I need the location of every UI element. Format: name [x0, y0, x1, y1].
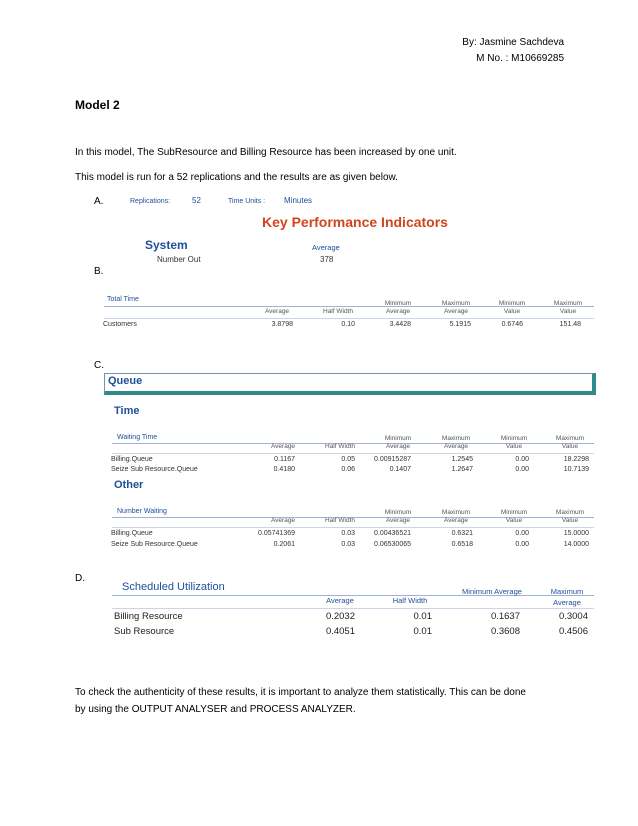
tt-header-half-width: Half Width: [323, 308, 353, 315]
tt-header-average: Average: [264, 308, 290, 315]
replications-value: 52: [192, 196, 201, 205]
tt-row-name: Customers: [103, 321, 137, 328]
table-row-label: Seize Sub Resource.Queue: [111, 466, 198, 473]
paragraph-2: This model is run for a 52 replications and the results are as given below.: [75, 172, 398, 183]
queue-title-box: [104, 373, 596, 395]
table-cell: 1.2545: [451, 456, 473, 463]
marker-c: C.: [94, 360, 104, 371]
average-label: Average: [312, 243, 340, 252]
tt-cell: 3.8798: [271, 321, 293, 328]
queue-title: Queue: [108, 375, 143, 387]
table-cell: 15.0000: [563, 530, 589, 537]
table-cell: 0.05: [341, 456, 355, 463]
tt-row-rule: [104, 318, 594, 319]
tt-cell: 0.10: [341, 321, 355, 328]
marker-a: A.: [94, 196, 104, 207]
table-cell: 0.01: [413, 611, 432, 622]
tt-cell: 151.48: [559, 321, 581, 328]
table-cell: 0.00915287: [374, 456, 411, 463]
utilization-header-rule: [112, 608, 594, 609]
table-cell: 0.3608: [490, 626, 520, 637]
table-row-label: Billing Resource: [114, 611, 183, 622]
kpi-title: Key Performance Indicators: [262, 214, 448, 230]
tt-header-max-val: Maximum Value: [553, 300, 583, 315]
number-waiting-title: Number Waiting: [117, 508, 167, 515]
number-out-value: 378: [320, 255, 334, 264]
n-header-min-val: Minimum Value: [500, 509, 528, 524]
conclusion-line-2: by using the OUTPUT ANALYSER and PROCESS ANALYZER.: [75, 704, 356, 715]
q-header-average: Average: [270, 443, 296, 450]
table-cell: 0.1407: [389, 466, 411, 473]
table-cell: 0.05741369: [258, 530, 295, 537]
q-header-max-avg: Maximum Average: [441, 435, 471, 450]
table-cell: 0.6321: [451, 530, 473, 537]
table-cell: 10.7139: [563, 466, 589, 473]
time-units-label: Time Units :: [228, 198, 266, 205]
table-cell: 14.0000: [563, 541, 589, 548]
table-cell: 0.4180: [273, 466, 295, 473]
table-row-label: Sub Resource: [114, 626, 175, 637]
table-cell: 18.2298: [563, 456, 589, 463]
number-header-rule: [112, 527, 594, 528]
total-time-title: Total Time: [107, 296, 139, 303]
u-header-half-width: Half Width: [392, 596, 428, 605]
system-label: System: [145, 238, 188, 252]
table-cell: 0.3004: [558, 611, 588, 622]
u-header-min-avg: Minimum Average: [462, 587, 522, 596]
n-header-max-avg: Maximum Average: [441, 509, 471, 524]
table-cell: 0.4506: [558, 626, 588, 637]
table-cell: 0.1167: [274, 456, 295, 463]
utilization-title: Scheduled Utilization: [122, 581, 225, 593]
table-cell: 0.03: [341, 541, 355, 548]
table-cell: 0.00: [515, 456, 529, 463]
student-number: M No. : M10669285: [476, 53, 564, 64]
table-cell: 0.1637: [490, 611, 520, 622]
q-header-half-width: Half Width: [325, 443, 355, 450]
tt-header-min-val: Minimum Value: [498, 300, 526, 315]
paragraph-1: In this model, The SubResource and Billing Resource has been increased by one unit.: [75, 147, 457, 158]
conclusion-line-1: To check the authenticity of these results, it is important to analyze them statistically. This can be done: [75, 687, 526, 698]
waiting-time-title: Waiting Time: [117, 434, 158, 441]
replications-label: Replications:: [130, 198, 171, 205]
tt-cell: 5.1915: [449, 321, 471, 328]
table-row-label: Seize Sub Resource.Queue: [111, 541, 198, 548]
u-header-average: Average: [326, 596, 354, 605]
table-cell: 0.6518: [451, 541, 473, 548]
table-cell: 1.2647: [451, 466, 473, 473]
q-header-max-val: Maximum Value: [555, 435, 585, 450]
table-cell: 0.4051: [325, 626, 355, 637]
author-line: By: Jasmine Sachdeva: [462, 37, 564, 48]
n-header-max-val: Maximum Value: [555, 509, 585, 524]
u-header-max-avg: Maximum Average: [550, 587, 584, 607]
n-header-half-width: Half Width: [325, 517, 355, 524]
table-cell: 0.01: [413, 626, 432, 637]
other-title: Other: [114, 479, 144, 491]
table-cell: 0.06530065: [374, 541, 411, 548]
waiting-header-rule: [112, 453, 594, 454]
table-cell: 0.03: [341, 530, 355, 537]
tt-header-min-avg: Minimum Average: [384, 300, 412, 315]
table-cell: 0.00: [515, 541, 529, 548]
n-header-min-avg: Minimum Average: [384, 509, 412, 524]
q-header-min-avg: Minimum Average: [384, 435, 412, 450]
model-title: Model 2: [75, 98, 120, 112]
table-cell: 0.2032: [325, 611, 355, 622]
table-row-label: Billing.Queue: [111, 456, 153, 463]
tt-cell: 0.6746: [501, 321, 523, 328]
q-header-min-val: Minimum Value: [500, 435, 528, 450]
tt-cell: 3.4428: [389, 321, 411, 328]
time-units-value: Minutes: [284, 196, 313, 205]
marker-d: D.: [75, 573, 85, 584]
table-cell: 0.00436521: [374, 530, 411, 537]
table-cell: 0.2061: [273, 541, 295, 548]
number-out-label: Number Out: [157, 255, 201, 264]
n-header-average: Average: [270, 517, 296, 524]
table-cell: 0.00: [515, 466, 529, 473]
marker-b: B.: [94, 266, 104, 277]
tt-header-max-avg: Maximum Average: [441, 300, 471, 315]
table-cell: 0.00: [515, 530, 529, 537]
time-title: Time: [114, 405, 140, 417]
table-row-label: Billing.Queue: [111, 530, 153, 537]
table-cell: 0.06: [341, 466, 355, 473]
